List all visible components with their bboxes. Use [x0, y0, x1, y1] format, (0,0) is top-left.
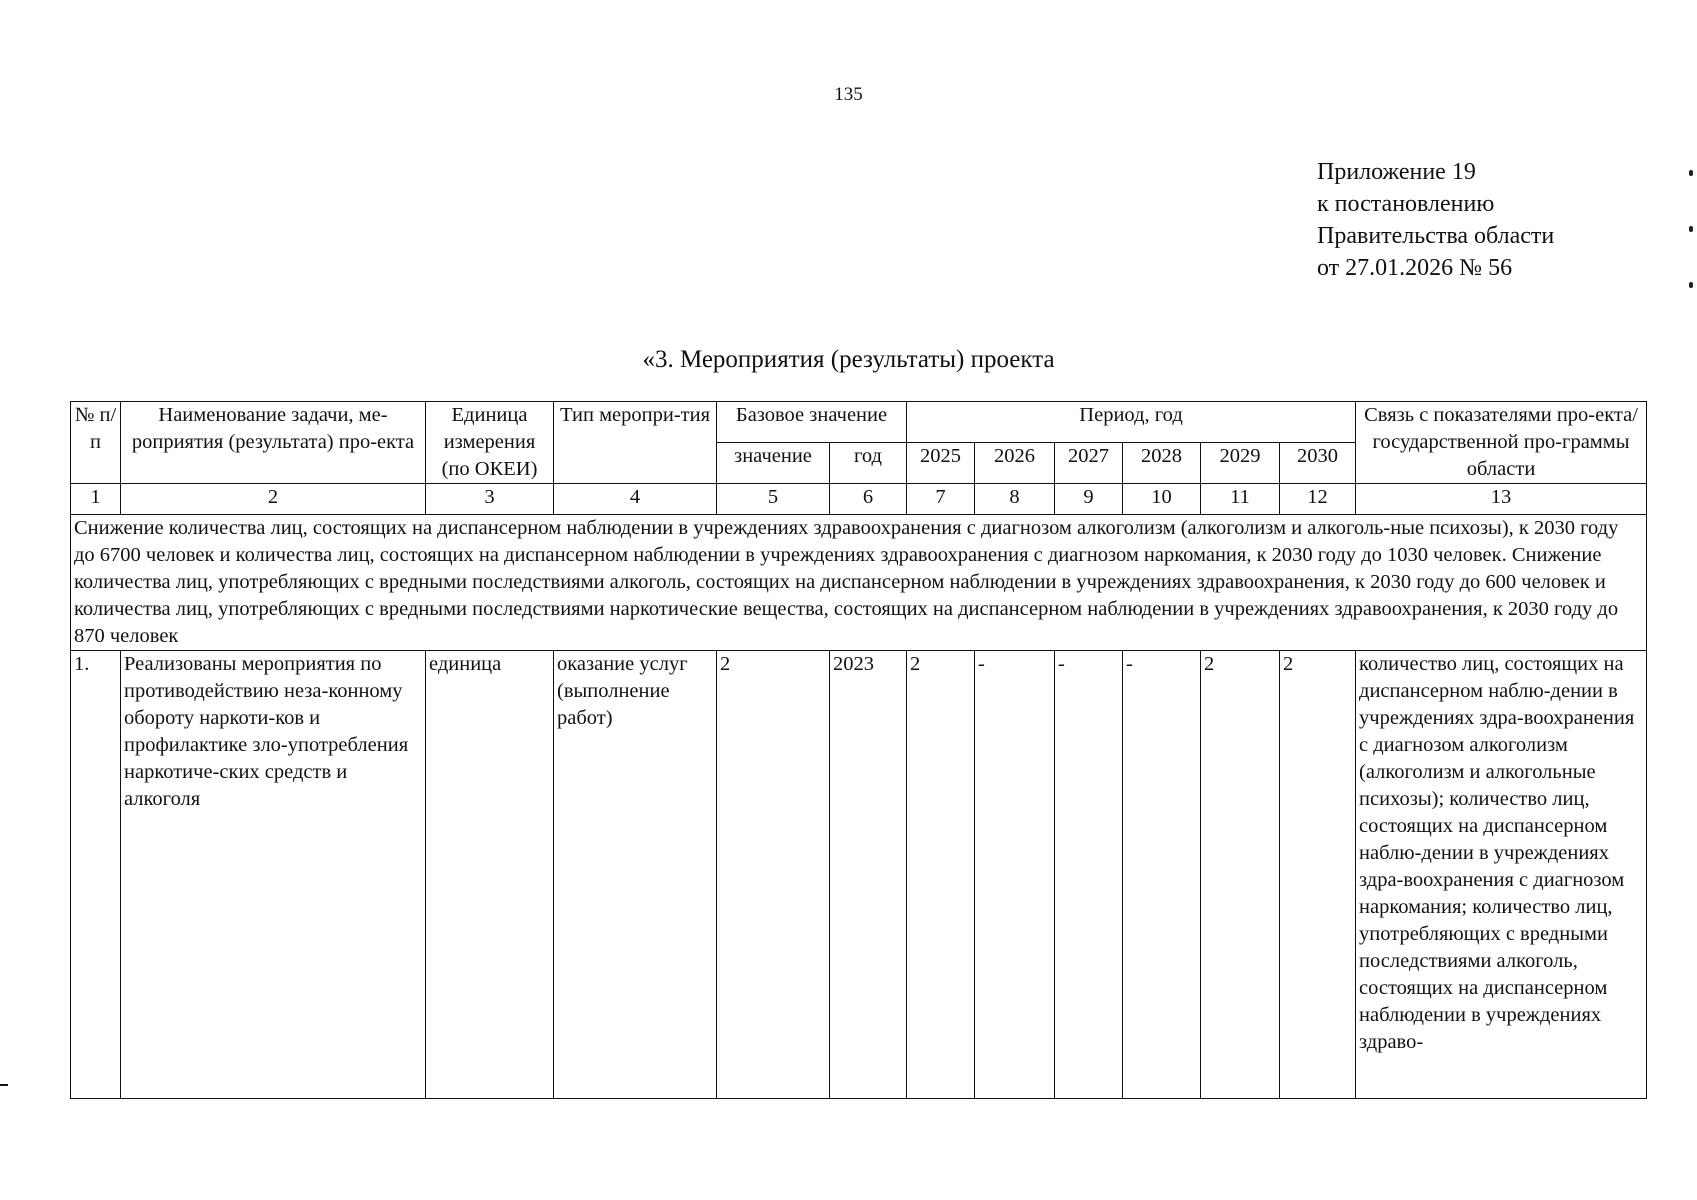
appendix-line-4: от 27.01.2026 № 56 [1317, 255, 1513, 281]
row-year-2025: 2 [907, 651, 975, 1099]
row-year-2029: 2 [1201, 651, 1280, 1099]
row-base-year: 2023 [830, 651, 907, 1099]
column-number: 10 [1123, 484, 1201, 515]
row-year-2030: 2 [1280, 651, 1356, 1099]
column-numbers-row [71, 484, 1647, 515]
header-year-2028: 2028 [1123, 443, 1201, 484]
header-name: Наименование задачи, ме-роприятия (результата) про-екта [121, 402, 426, 484]
column-number: 3 [426, 484, 554, 515]
header-num: № п/п [71, 402, 121, 484]
row-name: Реализованы мероприятия по противодействию неза-конному обороту наркоти-ков и профилактике зло-употребления наркотиче-ских средств и алкоголя [121, 651, 426, 1099]
header-year-2029: 2029 [1201, 443, 1280, 484]
header-row-1 [71, 402, 1647, 443]
row-year-2028: - [1123, 651, 1201, 1099]
appendix-line-2: к постановлению [1317, 191, 1495, 217]
scan-edge-dot [1689, 170, 1693, 176]
scan-edge-dot [1689, 282, 1693, 288]
scan-edge-dot [1689, 226, 1693, 232]
goal-text: Снижение количества лиц, состоящих на диспансерном наблюдении в учреждениях здравоохранения с диагнозом алкоголизм (алкоголизм и алкоголь-ные психозы), к 2030 году до 6700 человек и количества лиц, состоящих на диспансерном наблюдении в учреждениях здравоохранения с диагнозом наркомания, к 2030 году до 1030 человек. Снижение количества лиц, употребляющих с вредными последствиями алкоголь, состоящих на диспансерном наблюдении в учреждениях здравоохранения, к 2030 году до 600 человек и количества лиц, употребляющих с вредными последствиями наркотические вещества, состоящих на диспансерном наблюдении в учреждениях здравоохранения, к 2030 году до 870 человек [71, 515, 1647, 651]
header-link: Связь с показателями про-екта/государственной про-граммы области [1356, 402, 1647, 484]
column-number: 11 [1201, 484, 1280, 515]
header-year-2030: 2030 [1280, 443, 1356, 484]
column-number: 8 [975, 484, 1055, 515]
header-year-2027: 2027 [1055, 443, 1123, 484]
header-unit: Единица измерения (по ОКЕИ) [426, 402, 554, 484]
header-type: Тип меропри-тия [554, 402, 717, 484]
appendix-line-1: Приложение 19 [1317, 159, 1476, 185]
header-period: Период, год [907, 402, 1356, 443]
header-year-2026: 2026 [975, 443, 1055, 484]
column-number: 7 [907, 484, 975, 515]
row-type: оказание услуг (выполнение работ) [554, 651, 717, 1099]
row-link: количество лиц, состоящих на диспансерном наблю-дении в учреждениях здра-воохранения с диагнозом алкоголизм (алкоголизм и алкогольные психозы); количество лиц, состоящих на диспансерном наблю-дении в учреждениях здра-воохранения с диагнозом наркомания; количество лиц, употребляющих с вредными последствиями алкоголь, состоящих на диспансерном наблюдении в учреждениях здраво- [1356, 651, 1647, 1099]
table-row [71, 651, 1647, 1099]
row-base-value: 2 [717, 651, 830, 1099]
column-number: 5 [717, 484, 830, 515]
column-number: 1 [71, 484, 121, 515]
row-year-2026: - [975, 651, 1055, 1099]
column-number: 2 [121, 484, 426, 515]
page-number: 135 [834, 84, 863, 105]
header-base: Базовое значение [717, 402, 907, 443]
column-number: 4 [554, 484, 717, 515]
row-year-2027: - [1055, 651, 1123, 1099]
header-base-value: значение [717, 443, 830, 484]
column-number: 6 [830, 484, 907, 515]
section-title: «3. Мероприятия (результаты) проекта [642, 346, 1055, 373]
row-num: 1. [71, 651, 121, 1099]
header-base-year: год [830, 443, 907, 484]
goal-row [71, 515, 1647, 651]
column-number: 9 [1055, 484, 1123, 515]
appendix-block [1317, 156, 1554, 284]
column-number: 13 [1356, 484, 1647, 515]
appendix-line-3: Правительства области [1317, 223, 1555, 249]
measures-table [70, 401, 1647, 1099]
header-year-2025: 2025 [907, 443, 975, 484]
column-number: 12 [1280, 484, 1356, 515]
row-unit: единица [426, 651, 554, 1099]
scan-edge-mark [0, 1084, 8, 1086]
